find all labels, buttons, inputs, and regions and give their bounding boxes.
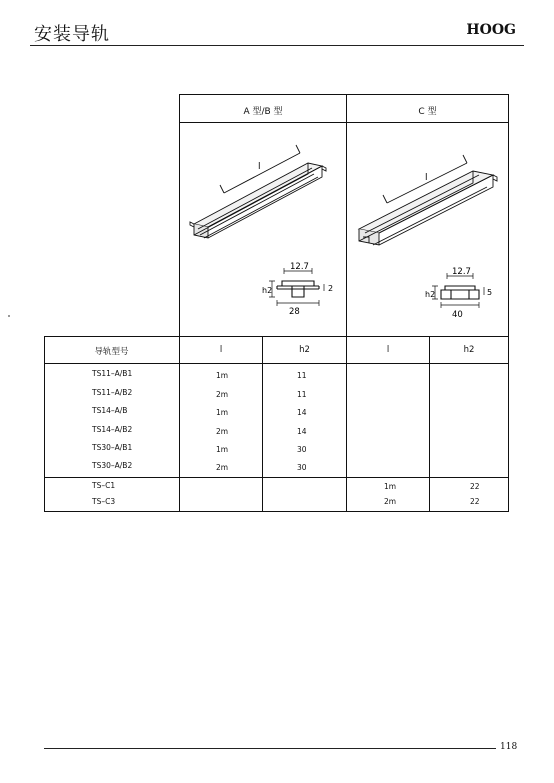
table-cell-l: 2m bbox=[216, 427, 229, 436]
table-cell-l: 2m bbox=[216, 390, 229, 399]
rail-ab-side-dim: 2 bbox=[328, 284, 334, 293]
table-cell-model: TS–C3 bbox=[92, 497, 116, 506]
rail-c-side-dim: 5 bbox=[487, 288, 493, 297]
table-cell-model: TS11–A/B1 bbox=[92, 369, 133, 378]
table-cell-model: TS14–A/B2 bbox=[92, 425, 133, 434]
table-cell-model: TS11–A/B2 bbox=[92, 388, 133, 397]
table-border-colhead-bottom bbox=[44, 363, 509, 364]
table-border-top bbox=[179, 94, 509, 95]
table-border-group-rows bbox=[44, 477, 509, 478]
rail-c-drawing bbox=[347, 123, 508, 336]
header-divider bbox=[30, 45, 524, 46]
table-cell-l: 1m bbox=[216, 445, 229, 454]
col-header-c-h2: h2 bbox=[463, 345, 475, 355]
table-cell-model: TS14–A/B bbox=[92, 406, 128, 415]
page-number: 118 bbox=[500, 742, 518, 752]
rail-c-height-label: h2 bbox=[425, 290, 436, 299]
table-cell-h2: 11 bbox=[297, 371, 307, 380]
table-cell-l: 2m bbox=[216, 463, 229, 472]
brand-logo: HOOG bbox=[466, 22, 516, 38]
table-border-c-l bbox=[429, 336, 430, 512]
group-header-ab: A 型/B 型 bbox=[243, 107, 283, 117]
rail-spec-table bbox=[44, 94, 509, 512]
table-border-ab-l bbox=[262, 336, 263, 512]
table-cell-h2: 22 bbox=[470, 482, 480, 491]
col-header-c-l: l bbox=[386, 345, 390, 355]
table-cell-model: TS30–A/B1 bbox=[92, 443, 133, 452]
rail-ab-length-label: l bbox=[258, 162, 261, 172]
rail-ab-top-dim: 12.7 bbox=[290, 262, 309, 272]
table-cell-h2: 22 bbox=[470, 497, 480, 506]
table-cell-h2: 30 bbox=[297, 463, 307, 472]
rail-ab-bottom-dim: 28 bbox=[289, 307, 300, 317]
table-cell-l: 1m bbox=[384, 482, 397, 491]
rail-c-length-label: l bbox=[425, 173, 428, 183]
group-header-c: C 型 bbox=[418, 107, 437, 117]
table-cell-h2: 14 bbox=[297, 408, 307, 417]
page-title: 安装导轨 bbox=[34, 24, 110, 45]
table-cell-h2: 11 bbox=[297, 390, 307, 399]
footer-divider bbox=[44, 748, 496, 749]
rail-ab-drawing bbox=[180, 123, 346, 336]
table-cell-model: TS30–A/B2 bbox=[92, 461, 133, 470]
rail-c-top-dim: 12.7 bbox=[452, 267, 471, 277]
table-border-colhead-top bbox=[44, 336, 509, 337]
rail-ab-height-label: h2 bbox=[262, 286, 273, 295]
table-cell-l: 1m bbox=[216, 371, 229, 380]
table-cell-model: TS–C1 bbox=[92, 481, 116, 490]
table-border-bottom bbox=[44, 511, 509, 512]
table-cell-h2: 30 bbox=[297, 445, 307, 454]
scan-speck bbox=[8, 315, 10, 317]
col-header-model: 导轨型号 bbox=[94, 347, 129, 357]
rail-c-bottom-dim: 40 bbox=[452, 310, 463, 320]
table-cell-h2: 14 bbox=[297, 427, 307, 436]
col-header-ab-l: l bbox=[219, 345, 223, 355]
table-cell-l: 1m bbox=[216, 408, 229, 417]
table-cell-l: 2m bbox=[384, 497, 397, 506]
table-border-right bbox=[508, 94, 509, 512]
col-header-ab-h2: h2 bbox=[299, 345, 310, 355]
